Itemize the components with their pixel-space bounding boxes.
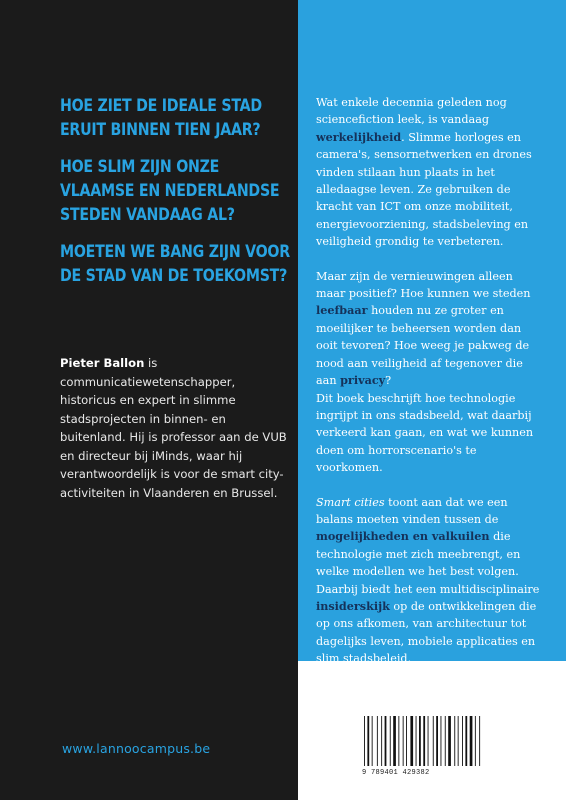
barcode-bar [367,716,369,766]
barcode-bar [364,716,365,766]
barcode-bar [441,716,442,766]
barcode-bar [372,716,373,766]
question-3: MOETEN WE BANG ZIJN VOOR DE STAD VAN DE TOEKOMST? [60,242,290,285]
barcode-bar [454,716,455,766]
blurb-text: die technologie met zich meebrengt, en welke modellen we het best volgen. Daarbij biedt het een multidisciplinaire [316,530,540,596]
barcode-bar [479,716,480,766]
blurb-highlight: insiderskijk [316,598,390,613]
barcode-bar [398,716,399,766]
blurb-text: Dit boek beschrijft hoe technologie ingrijpt in ons stadsbeeld, wat daarbij verkeerd kan gaan, en wat we kunnen doen om horrorscenario's te voorkomen. [316,391,534,475]
barcode-bar [423,716,425,766]
blurb-paragraph-2 [316,268,544,477]
barcode-bar [433,716,434,766]
blurb-text: Wat enkele decennia geleden nog sciencefiction leek, is vandaag [316,96,507,127]
author-bio [60,354,290,502]
blurb-highlight: werkelijkheid [316,129,402,144]
question-1: HOE ZIET DE IDEALE STAD ERUIT BINNEN TIEN JAAR? [60,96,262,139]
blurb-text: op de ontwikkelingen die op ons afkomen, van architectuur tot dagelijks leven, mobiele applicaties en slim stadsbeleid. [316,599,537,666]
author-bio-text-1: is communicatiewetenschapper, historicus en expert in slimme stadsprojecten in binnen- en buitenland. [60,356,236,444]
barcode-bar [406,716,407,766]
blurb-text: . Slimme horloges en camera's, sensornetwerken en drones vinden stilaan hun plaats in het alledaagse leven. Ze gebruiken de kracht van ICT om onze mobiliteit, energievoorziening, stadsbeleving en veiligheid grondig te verbeteren. [316,130,532,249]
barcode-bar [390,716,391,766]
barcode-bar [419,716,421,766]
barcode-bar [381,716,382,766]
blurb-text: toont aan dat we een balans moeten vinden tussen de [316,495,508,526]
blurb-text: ? [385,374,392,388]
author-bio-text-2: Hij is professor aan de VUB en directeur bij iMinds, waar hij verantwoordelijk is voor de smart city-activiteiten in Vlaanderen en Brussel. [60,430,287,500]
barcode-bar [377,716,378,766]
barcode-bar [458,716,459,766]
blurb-paragraph-3 [316,494,544,668]
barcode-bar [416,716,417,766]
isbn-number: 9 789401 429382 [362,769,430,777]
website-link[interactable]: www.lannoocampus.be [62,741,211,756]
questions-block [60,94,296,301]
author-name: Pieter Ballon [60,356,145,370]
barcode-bar [385,716,387,766]
barcode-bar [462,716,463,766]
barcode-bar [410,716,413,766]
blurb-text: houden nu ze groter en moeilijker te beheersen worden dan ooit tevoren? Hoe weeg je pakweg de nood aan veiligheid af tegenover die aan [316,304,530,388]
blurb-highlight: leefbaar [316,303,368,318]
back-cover-blurb [316,94,544,685]
barcode-bars [362,716,514,766]
barcode-bar [470,716,473,766]
barcode [362,716,514,776]
barcode-bar [393,716,396,766]
barcode-bar [465,716,467,766]
blurb-highlight: mogelijkheden en valkuilen [316,529,490,544]
blurb-highlight: privacy [340,373,386,388]
barcode-bar [428,716,429,766]
barcode-bar [445,716,446,766]
blurb-text: Maar zijn de vernieuwingen alleen maar positief? Hoe kunnen we steden [316,269,531,301]
barcode-bar [448,716,451,766]
barcode-bar [403,716,404,766]
question-2: HOE SLIM ZIJN ONZE VLAAMSE EN NEDERLANDSE STEDEN VANDAAG AL? [60,157,280,224]
barcode-bar [436,716,438,766]
book-title: Smart cities [316,495,385,509]
barcode-bar [475,716,476,766]
blurb-paragraph-1 [316,94,544,251]
